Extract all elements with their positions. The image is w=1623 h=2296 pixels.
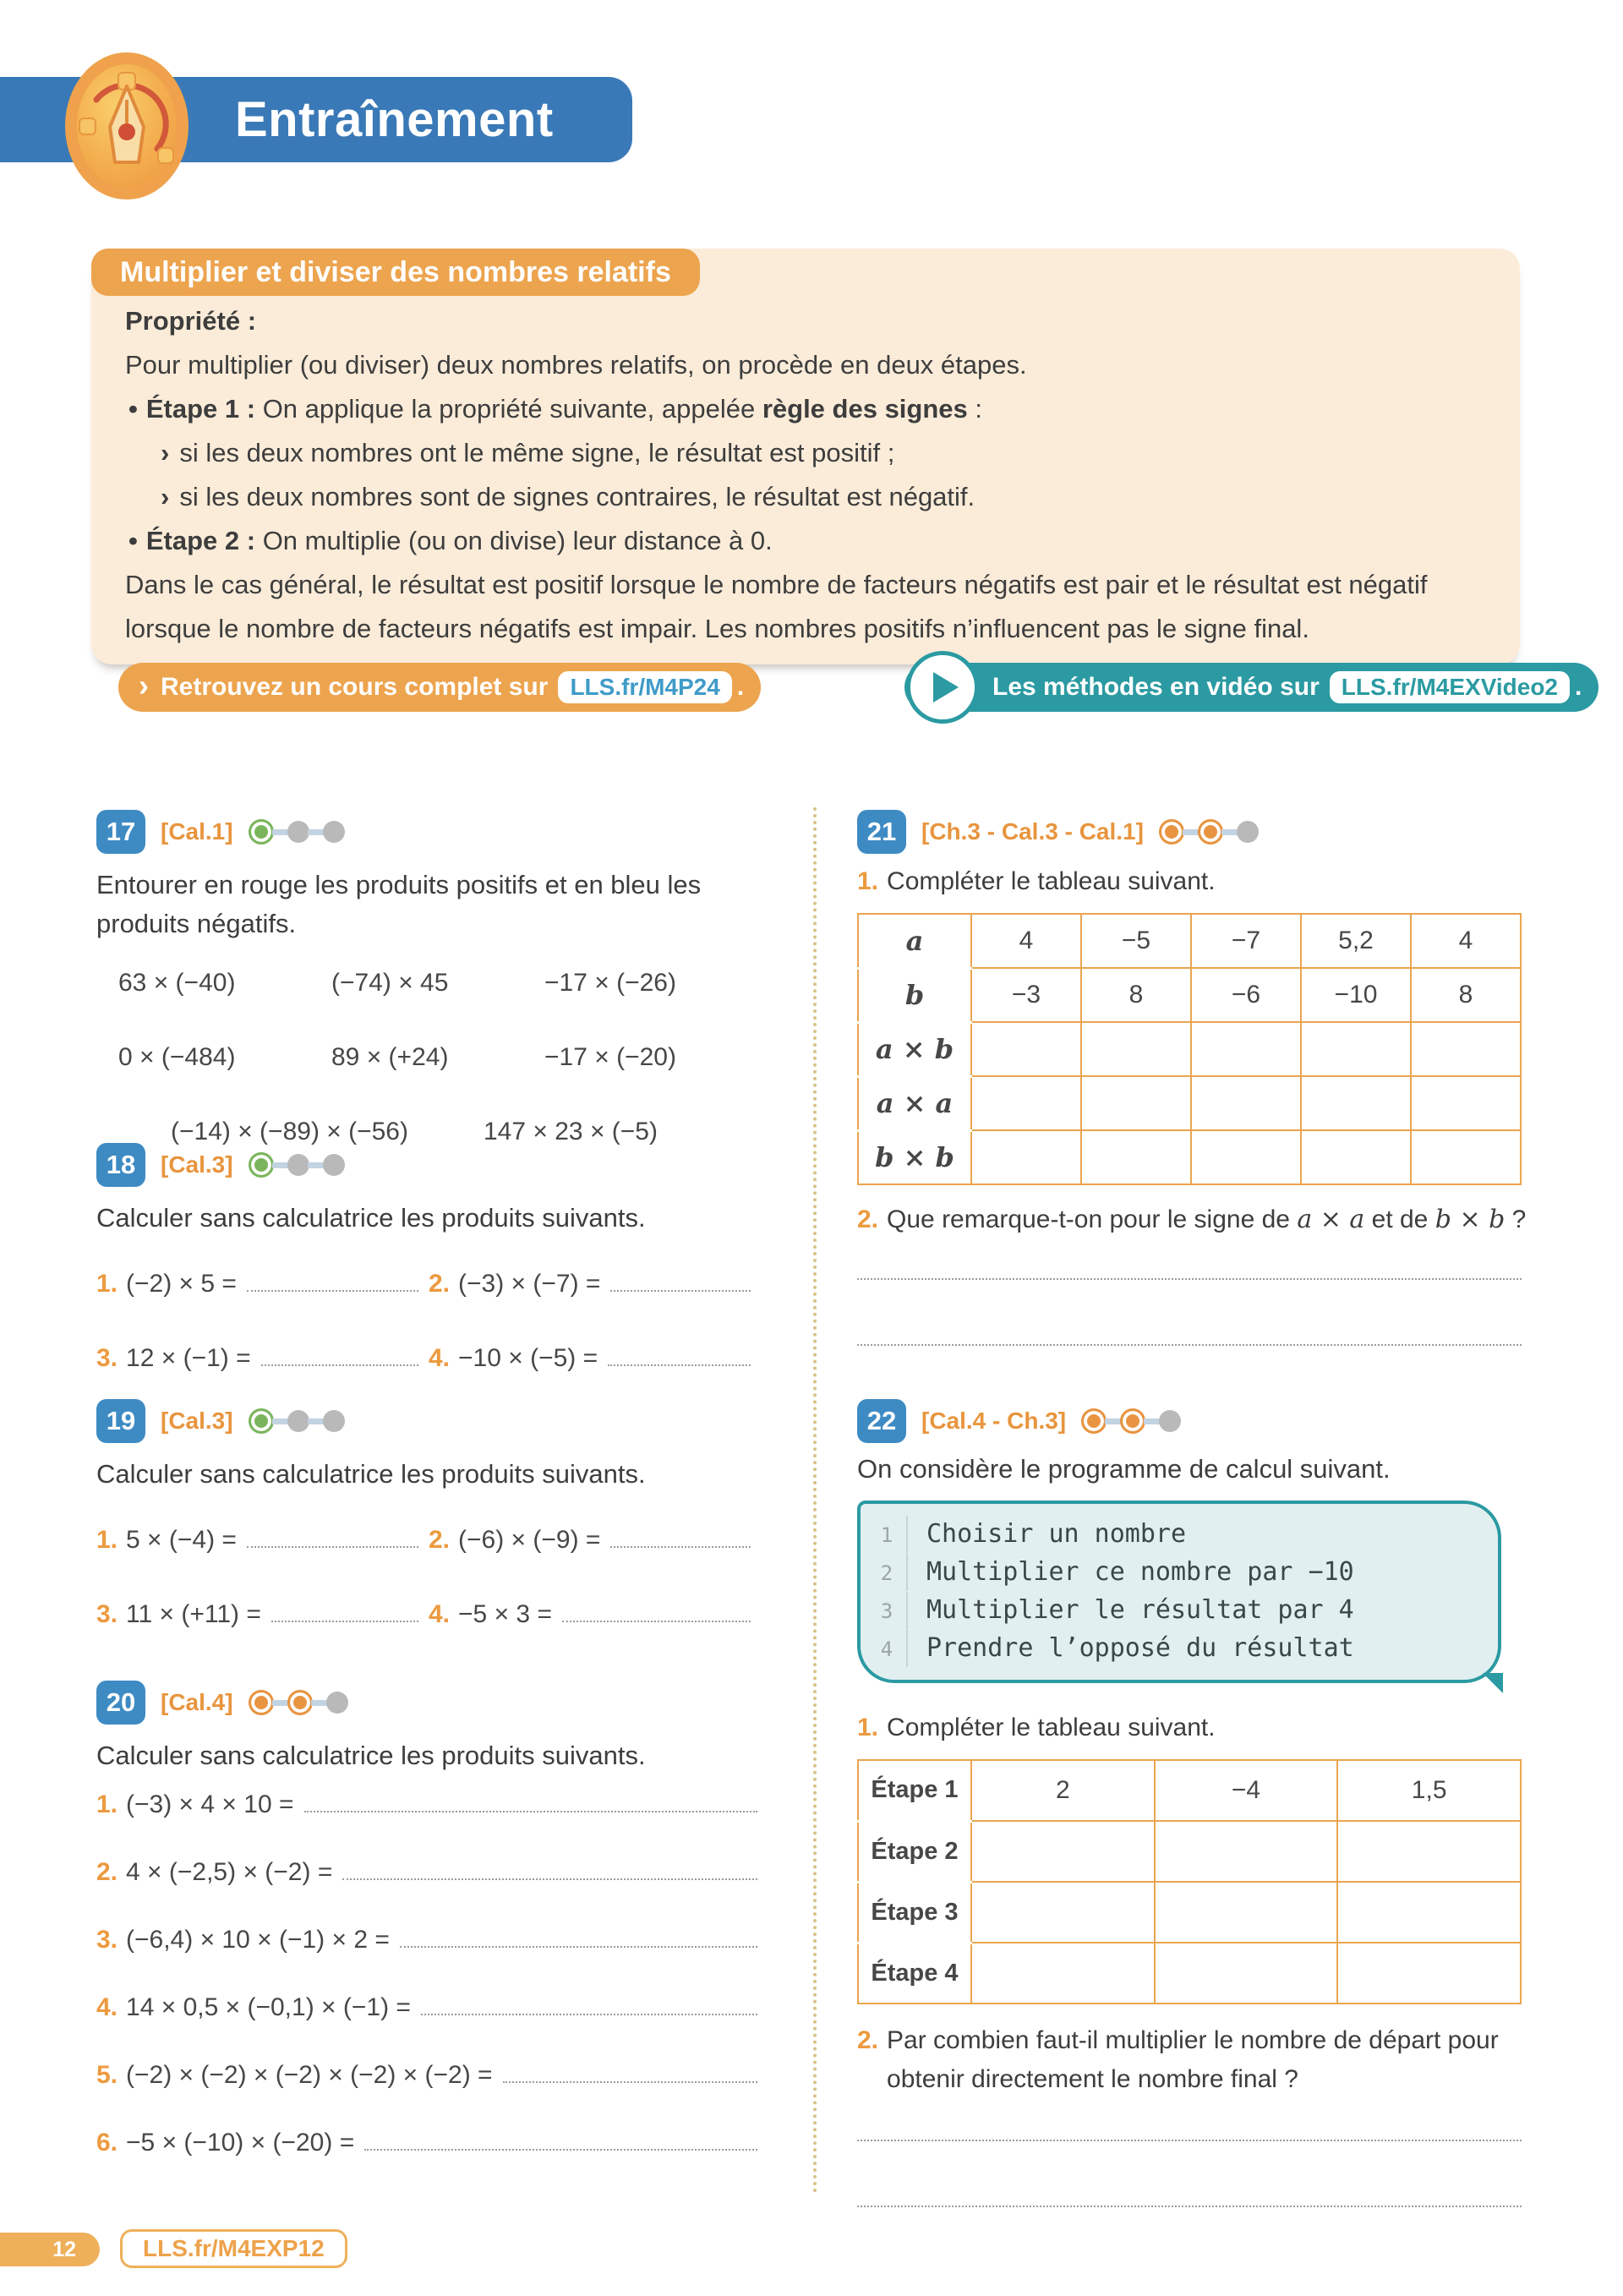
difficulty-dot-filled	[249, 1690, 274, 1715]
row-header: a × b	[858, 1022, 971, 1076]
row-header: Étape 3	[858, 1882, 971, 1943]
table-cell-empty	[1155, 1882, 1338, 1943]
line-text: Multiplier ce nombre par −10	[906, 1554, 1354, 1591]
step-1-rule-same-sign: › si les deux nombres ont le même signe, le résultat est positif ;	[161, 438, 895, 467]
table-cell-empty	[1155, 1821, 1338, 1882]
table-cell-empty	[1411, 1022, 1521, 1076]
line-text: Multiplier le résultat par 4	[906, 1592, 1354, 1629]
difficulty-dot-empty	[323, 1154, 345, 1176]
answer-line	[857, 1278, 1522, 1280]
table-cell: 5,2	[1301, 914, 1411, 968]
video-link-label: Les méthodes en vidéo sur	[992, 673, 1320, 701]
calculation-program-block	[857, 1501, 1501, 1683]
item-number: 1.	[96, 1790, 118, 1818]
difficulty-dot-empty	[1237, 821, 1259, 843]
table-cell: −3	[971, 968, 1081, 1022]
product-expression: 63 × (−40)	[118, 969, 236, 997]
exercise-18	[96, 1143, 761, 1373]
difficulty-connector	[272, 1162, 289, 1168]
lesson-summary-box	[91, 249, 1520, 664]
table-row	[858, 1943, 1521, 2004]
item-expression: (−3) × (−7) =	[458, 1270, 601, 1298]
footer-resource-link[interactable]: LLS.fr/M4EXP12	[120, 2229, 347, 2268]
difficulty-dot-empty	[323, 1410, 345, 1432]
table-cell: 8	[1081, 968, 1191, 1022]
exercise-20	[96, 1681, 761, 2188]
calculation-items	[96, 1517, 761, 1629]
calculation-item	[96, 1261, 422, 1298]
program-line	[872, 1516, 1483, 1554]
item-expression: 5 × (−4) =	[126, 1526, 237, 1554]
exercise-header	[857, 1399, 1522, 1443]
table-cell-empty	[971, 1130, 1081, 1184]
answer-blank	[247, 1290, 418, 1292]
item-expression: (−2) × 5 =	[126, 1270, 237, 1298]
answer-blank	[342, 1878, 757, 1880]
difficulty-connector	[311, 1700, 328, 1706]
difficulty-indicator	[249, 819, 345, 845]
calculation-item	[96, 1917, 761, 1954]
exercise-number-badge: 20	[96, 1681, 145, 1725]
table-cell-empty	[971, 1821, 1155, 1882]
table-cell: 2	[971, 1760, 1155, 1821]
row-header: b	[858, 968, 971, 1022]
exercise-tags: [Cal.3]	[161, 1408, 233, 1434]
item-expression: 4 × (−2,5) × (−2) =	[126, 1858, 333, 1886]
table-cell-empty	[1081, 1076, 1191, 1130]
difficulty-indicator	[1081, 1408, 1181, 1434]
item-number: 4.	[429, 1600, 451, 1628]
exercise-header	[96, 1143, 761, 1187]
difficulty-dot-filled	[249, 819, 274, 845]
table-cell: −10	[1301, 968, 1411, 1022]
item-number: 6.	[96, 2129, 118, 2157]
difficulty-connector	[1144, 1419, 1161, 1424]
play-icon	[906, 651, 979, 724]
product-expression: −17 × (−20)	[544, 1043, 676, 1071]
table-cell: −4	[1155, 1760, 1338, 1821]
calculation-item	[96, 1850, 761, 1887]
difficulty-dot-empty	[1159, 1410, 1181, 1432]
table-cell-empty	[971, 1022, 1081, 1076]
exercise-19	[96, 1399, 761, 1629]
difficulty-dot-empty	[323, 821, 345, 843]
table-cell-empty	[1191, 1076, 1301, 1130]
page-number: 12	[52, 2237, 76, 2261]
question-number: 1.	[857, 1714, 879, 1741]
speech-bubble-tail	[1483, 1673, 1503, 1693]
table-cell: −7	[1191, 914, 1301, 968]
program-line	[872, 1554, 1483, 1592]
exercise-instruction: Calculer sans calculatrice les produits suivants.	[96, 1741, 646, 1770]
chevron-icon: ›	[139, 668, 149, 702]
page-title: Entraînement	[235, 92, 554, 147]
item-number: 1.	[96, 1526, 118, 1554]
step-2: • Étape 2 : On multiplie (ou on divise) leur distance à 0.	[128, 526, 773, 555]
line-text: Choisir un nombre	[906, 1516, 1186, 1553]
table-cell-empty	[1337, 1943, 1521, 2004]
difficulty-indicator	[1159, 819, 1259, 845]
table-row	[858, 914, 1521, 968]
question-2	[857, 1200, 1527, 1239]
table-cell-empty	[971, 1943, 1155, 2004]
item-expression: −5 × 3 =	[458, 1600, 552, 1628]
difficulty-indicator	[249, 1152, 345, 1178]
item-number: 1.	[96, 1270, 118, 1298]
table-cell-empty	[1155, 1943, 1338, 2004]
difficulty-connector	[272, 1700, 289, 1706]
answer-blank	[247, 1546, 418, 1548]
table-cell: 1,5	[1337, 1760, 1521, 1821]
difficulty-dot-filled	[1198, 819, 1223, 845]
calculation-item	[96, 2053, 761, 2090]
table-row	[858, 1760, 1521, 1821]
difficulty-dot-filled	[249, 1152, 274, 1178]
row-header: a × a	[858, 1076, 971, 1130]
answer-blank	[610, 1290, 751, 1292]
exercise-tags: [Cal.3]	[161, 1151, 233, 1178]
exercise-header	[96, 1681, 761, 1725]
exercise-number-badge: 19	[96, 1399, 145, 1443]
difficulty-dot-filled	[249, 1408, 274, 1434]
answer-line	[857, 2140, 1522, 2141]
exercise-number-badge: 22	[857, 1399, 906, 1443]
exercise-number-badge: 21	[857, 810, 906, 854]
question-text: Compléter le tableau suivant.	[887, 867, 1216, 895]
difficulty-connector	[308, 829, 325, 835]
calculation-item	[429, 1592, 754, 1629]
row-header: Étape 4	[858, 1943, 971, 2004]
video-link-button[interactable]: Les méthodes en vidéo sur LLS.fr/M4EXVideo2 .	[904, 663, 1598, 712]
difficulty-indicator	[249, 1408, 345, 1434]
line-number: 3	[880, 1599, 893, 1623]
difficulty-indicator	[249, 1690, 348, 1715]
calculation-item	[429, 1261, 754, 1298]
answer-blank	[304, 1811, 757, 1812]
table-cell: 4	[971, 914, 1081, 968]
item-expression: 12 × (−1) =	[126, 1344, 251, 1372]
item-expression: (−6) × (−9) =	[458, 1526, 601, 1554]
answer-blank	[562, 1621, 751, 1622]
exercise-header	[857, 810, 1522, 854]
question-text: Que remarque-t-on pour le signe de a × a et de b × b ?	[887, 1205, 1527, 1234]
program-line	[872, 1630, 1483, 1668]
bullet-icon: •	[128, 394, 138, 424]
row-header: Étape 2	[858, 1821, 971, 1882]
calculation-items	[96, 1782, 761, 2188]
table-cell-empty	[1301, 1076, 1411, 1130]
item-number: 2.	[429, 1270, 451, 1298]
item-number: 5.	[96, 2061, 118, 2089]
answer-line	[857, 1344, 1522, 1346]
product-expression: 147 × 23 × (−5)	[484, 1118, 658, 1145]
difficulty-connector	[272, 829, 289, 835]
table-cell: −6	[1191, 968, 1301, 1022]
question-1	[857, 862, 1522, 901]
difficulty-dot-empty	[287, 1410, 309, 1432]
row-header: b × b	[858, 1130, 971, 1184]
exercise-number-badge: 17	[96, 810, 145, 854]
question-number: 2.	[857, 2026, 879, 2054]
line-text: Prendre l’opposé du résultat	[906, 1630, 1354, 1667]
course-link-code: LLS.fr/M4P24	[558, 671, 731, 703]
property-label: Propriété :	[125, 306, 257, 336]
table-cell-empty	[1337, 1821, 1521, 1882]
calculation-item	[96, 1592, 422, 1629]
table-row	[858, 1022, 1521, 1076]
exercise-22	[857, 1399, 1522, 2207]
product-expression: −17 × (−26)	[544, 969, 676, 997]
difficulty-connector	[1105, 1419, 1122, 1424]
table-cell-empty	[971, 1882, 1155, 1943]
line-number: 1	[880, 1523, 893, 1547]
table-cell-empty	[1337, 1882, 1521, 1943]
question-text: Par combien faut-il multiplier le nombre de départ pour obtenir directement le nombre final ?	[887, 2026, 1499, 2093]
line-number: 4	[880, 1637, 893, 1661]
item-expression: 11 × (+11) =	[126, 1600, 261, 1628]
exercise-intro: On considère le programme de calcul suivant.	[857, 1454, 1391, 1484]
answer-blank	[271, 1621, 418, 1622]
difficulty-connector	[1221, 829, 1238, 835]
product-expression: 89 × (+24)	[331, 1043, 449, 1071]
table-cell-empty	[1191, 1130, 1301, 1184]
row-header: a	[858, 914, 971, 968]
difficulty-dot-empty	[287, 821, 309, 843]
item-expression: (−6,4) × 10 × (−1) × 2 =	[126, 1926, 390, 1954]
item-expression: −10 × (−5) =	[458, 1344, 598, 1372]
answer-line	[857, 2206, 1522, 2207]
difficulty-dot-filled	[1120, 1408, 1145, 1434]
calculation-item	[429, 1336, 754, 1373]
row-header: Étape 1	[858, 1760, 971, 1821]
general-case-text: Dans le cas général, le résultat est positif lorsque le nombre de facteurs négatifs est pair et le résultat est négatif lorsque le nombre de facteurs négatifs est impair. Les nombres positifs n’influencent pas le signe final.	[125, 570, 1428, 643]
question-2	[857, 2021, 1522, 2099]
column-divider	[813, 807, 817, 2194]
answer-blank	[400, 1946, 757, 1948]
calculation-item	[96, 1985, 761, 2022]
item-number: 3.	[96, 1344, 118, 1372]
exercise-number-badge: 18	[96, 1143, 145, 1187]
exercise-header	[96, 1399, 761, 1443]
exercise-tags: [Cal.4 - Ch.3]	[921, 1408, 1067, 1434]
answer-blank	[261, 1364, 418, 1366]
line-number: 2	[880, 1561, 893, 1585]
step-1-rule-opposite-sign: › si les deux nombres sont de signes contraires, le résultat est négatif.	[161, 482, 975, 511]
difficulty-dot-filled	[287, 1690, 313, 1715]
lesson-title: Multiplier et diviser des nombres relatifs	[91, 249, 700, 296]
answer-blank	[608, 1364, 751, 1366]
difficulty-connector	[272, 1419, 289, 1424]
table-cell-empty	[1411, 1076, 1521, 1130]
table-row	[858, 968, 1521, 1022]
bullet-icon: •	[128, 526, 138, 555]
exercise-21	[857, 810, 1527, 1346]
exercise-header	[96, 810, 761, 854]
video-link-code: LLS.fr/M4EXVideo2	[1330, 671, 1570, 703]
question-1	[857, 1708, 1522, 1747]
table-cell-empty	[1191, 1022, 1301, 1076]
chevron-icon: ›	[161, 482, 170, 511]
calculation-item	[96, 2120, 761, 2157]
item-expression: (−3) × 4 × 10 =	[126, 1790, 294, 1818]
chevron-icon: ›	[161, 438, 170, 467]
table-cell-empty	[971, 1076, 1081, 1130]
difficulty-dot-empty	[287, 1154, 309, 1176]
item-expression: −5 × (−10) × (−20) =	[126, 2129, 355, 2157]
item-number: 3.	[96, 1600, 118, 1628]
question-number: 2.	[857, 1205, 879, 1233]
exercise-instruction: Calculer sans calculatrice les produits suivants.	[96, 1459, 646, 1489]
item-number: 3.	[96, 1926, 118, 1954]
table-cell-empty	[1081, 1130, 1191, 1184]
table-row	[858, 1076, 1521, 1130]
product-row	[96, 1043, 761, 1118]
exercise-17	[96, 810, 761, 1192]
difficulty-connector	[308, 1419, 325, 1424]
table-row	[858, 1821, 1521, 1882]
calculation-item	[96, 1782, 761, 1819]
lesson-content	[125, 299, 1495, 651]
table-cell: 4	[1411, 914, 1521, 968]
item-number: 2.	[429, 1526, 451, 1554]
answer-blank	[610, 1546, 751, 1548]
difficulty-connector	[1183, 829, 1199, 835]
exercise-instruction: Calculer sans calculatrice les produits suivants.	[96, 1203, 646, 1233]
calculation-item	[429, 1517, 754, 1555]
exercise-instruction: Entourer en rouge les produits positifs et en bleu les produits négatifs.	[96, 870, 702, 938]
calculation-item	[96, 1517, 422, 1555]
property-intro: Pour multiplier (ou diviser) deux nombres relatifs, on procède en deux étapes.	[125, 350, 1027, 380]
item-number: 4.	[96, 1993, 118, 2021]
exercise-tags: [Cal.1]	[161, 818, 233, 845]
table-cell-empty	[1301, 1130, 1411, 1184]
table-row	[858, 1882, 1521, 1943]
exercise-tags: [Cal.4]	[161, 1689, 233, 1715]
course-link-label: Retrouvez un cours complet sur	[161, 673, 549, 701]
answer-blank	[503, 2081, 757, 2083]
difficulty-dot-filled	[1081, 1408, 1107, 1434]
product-expression: 0 × (−484)	[118, 1043, 236, 1071]
answer-blank	[421, 2014, 757, 2015]
answer-blank	[364, 2149, 757, 2151]
question-number: 1.	[857, 867, 879, 895]
table-cell: 8	[1411, 968, 1521, 1022]
compass-pen-icon	[63, 51, 191, 201]
step-1: • Étape 1 : On applique la propriété suivante, appelée règle des signes :	[128, 394, 983, 424]
difficulty-dot-filled	[1159, 819, 1184, 845]
table-row	[858, 1130, 1521, 1184]
item-number: 2.	[96, 1858, 118, 1886]
table-cell-empty	[1081, 1022, 1191, 1076]
item-expression: 14 × 0,5 × (−0,1) × (−1) =	[126, 1993, 411, 2021]
product-expression: (−74) × 45	[331, 969, 449, 997]
steps-table	[857, 1759, 1522, 2004]
product-expression: (−14) × (−89) × (−56)	[171, 1118, 408, 1145]
page-number-pill	[0, 2233, 100, 2266]
table-cell-empty	[1411, 1130, 1521, 1184]
difficulty-connector	[308, 1162, 325, 1168]
table-cell-empty	[1301, 1022, 1411, 1076]
table-cell: −5	[1081, 914, 1191, 968]
item-expression: (−2) × (−2) × (−2) × (−2) × (−2) =	[126, 2061, 493, 2089]
course-link-button[interactable]: › Retrouvez un cours complet sur LLS.fr/M4P24 .	[118, 663, 761, 712]
exercise-tags: [Ch.3 - Cal.3 - Cal.1]	[921, 818, 1144, 845]
values-table	[857, 913, 1522, 1185]
difficulty-dot-empty	[326, 1692, 348, 1714]
product-row	[96, 969, 761, 1043]
item-number: 4.	[429, 1344, 451, 1372]
question-text: Compléter le tableau suivant.	[887, 1714, 1216, 1741]
calculation-items	[96, 1261, 761, 1373]
program-line	[872, 1592, 1483, 1630]
calculation-item	[96, 1336, 422, 1373]
